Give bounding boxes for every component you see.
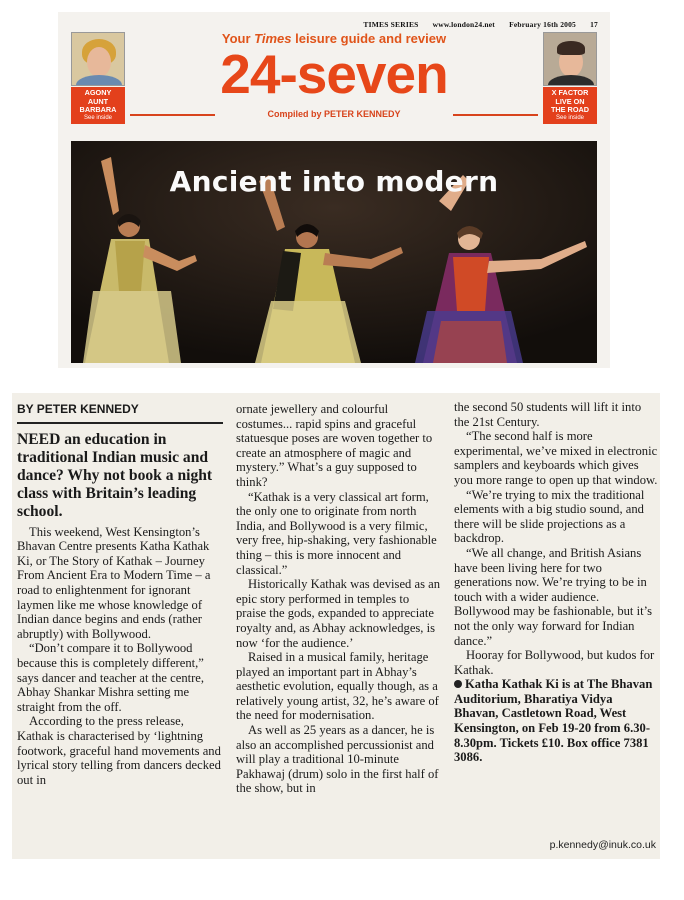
paragraph: “We’re trying to mix the traditional elements with a big studio sound, and there will be slide projections as a backdrop.	[454, 487, 645, 546]
event-info: Katha Kathak Ki is at The Bhavan Auditorium, Bharatiya Vidya Bhavan, Castletown Road, West Kensington, on Feb 19-20 from 6.30-8.30pm. Tickets £10. Box office 7381 3086.	[454, 677, 653, 765]
page-number: 17	[590, 20, 598, 29]
masthead-title: 24-seven	[220, 43, 448, 105]
paragraph: “We all change, and British Asians have been living here for two generations now. We’re trying to be in touch with a wider audience. Bollywood may be fashionable, but it’s not the only way forward for Indian dance.”	[454, 545, 652, 648]
tagline: Your Times leisure guide and review	[221, 31, 447, 46]
paragraph: Hooray for Bollywood, but kudos for Kathak.	[454, 648, 655, 677]
compiled-by: Compiled by PETER KENNEDY	[130, 109, 538, 119]
promo-agony-aunt	[71, 32, 125, 134]
promo-label: AGONY AUNT BARBARA See inside	[71, 87, 125, 124]
performer-photo	[543, 32, 597, 86]
paragraph: As well as 25 years as a dancer, he is also an accomplished percussionist and will play a traditional 10-minute Pakhawaj (drum) solo in the first half of the show, but in	[236, 723, 439, 796]
article-column-3	[454, 393, 658, 765]
paragraph: “The second half is more experimental, we’ve mixed in electronic samplers and keyboards which gives you more range to open up that window.	[454, 429, 658, 487]
promo-label: X FACTOR LIVE ON THE ROAD See inside	[543, 87, 597, 124]
paragraph: the second 50 students will lift it into the 21st Century.	[454, 400, 642, 429]
article-column-2	[236, 393, 442, 796]
issue-date: February 16th 2005	[509, 20, 577, 29]
paragraph: Historically Kathak was devised as an epic story performed in temples to praise the gods, expanded to appreciate royalty and, as Abhay acknowledges, is now ‘for the audience.’	[236, 577, 440, 650]
paper-series: TIMES SERIES	[363, 20, 419, 29]
supplement-front-clipping	[58, 12, 610, 368]
standfirst: NEED an education in traditional Indian music and dance? Why not book a night class with Britain’s leading school.	[17, 430, 213, 520]
paragraph: Raised in a musical family, heritage played an important part in Abhay’s aesthetic evolution, equally though, as a relatively young artist, 32, he’s aware of the need for modernisation.	[236, 650, 439, 723]
article-column-1	[17, 393, 223, 787]
article-clipping	[12, 393, 660, 859]
promo-x-factor	[543, 32, 597, 134]
paragraph: This weekend, West Kensington’s Bhavan Centre presents Katha Kathak Ki, or The Story of Kathak – Journey From Ancient Era to Modern Time – a road to enlightenment for ignorant laymen like me whose knowledge of Indian dance begins and ends (rather abruptly) with Bollywood.	[17, 524, 211, 641]
columnist-photo	[71, 32, 125, 86]
photo-headline: Ancient into modern	[169, 165, 499, 198]
paragraph: According to the press release, Kathak is characterised by ‘lightning footwork, graceful hand movements and lyrical story telling from dancers decked out in	[17, 714, 221, 787]
byline-rule	[17, 422, 223, 424]
bullet-icon	[454, 680, 462, 688]
paragraph: “Don’t compare it to Bollywood because this is completely different,” says dancer and teacher at the centre, Abhay Shankar Mishra setting me straight from the off.	[17, 641, 205, 714]
website: www.london24.net	[432, 20, 495, 29]
paragraph: “Kathak is a very classical art form, the only one to originate from north India, and Bollywood is a very filmic, very free, hip-shaking, very fashionable thing – this is more innocent and classical.”	[236, 489, 437, 577]
paragraph: ornate jewellery and colourful costumes... rapid spins and graceful statuesque poses are woven together to create an atmosphere of magic and mystery.” What’s a guy supposed to think?	[236, 402, 433, 489]
kathak-dancers-photo	[71, 141, 597, 363]
byline: BY PETER KENNEDY	[17, 402, 139, 416]
running-header	[351, 20, 598, 29]
author-email: p.kennedy@inuk.co.uk	[549, 839, 656, 851]
